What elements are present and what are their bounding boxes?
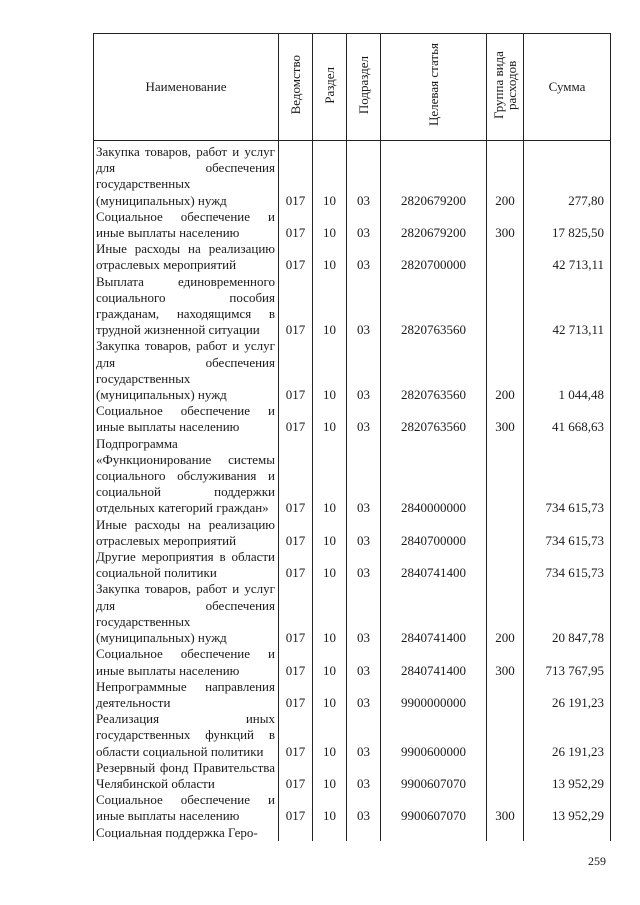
header-razdel	[313, 34, 347, 141]
row-vid-rashodov-cell	[487, 517, 524, 549]
row-vedomstvo-cell: 017	[279, 241, 313, 273]
row-vedomstvo-cell: 017	[279, 436, 313, 517]
row-razdel-cell: 10	[313, 403, 347, 435]
row-podrazdel-cell: 03	[347, 581, 381, 646]
table-row	[94, 403, 611, 435]
row-vedomstvo-cell: 017	[279, 549, 313, 581]
table-row	[94, 581, 611, 646]
row-podrazdel-cell: 03	[347, 274, 381, 339]
row-celevaya-statya-cell: 2820763560	[381, 338, 487, 403]
table-row	[94, 825, 611, 841]
row-podrazdel-cell: 03	[347, 792, 381, 824]
row-razdel-cell	[313, 825, 347, 841]
row-name-cell: Социальное обеспечение и иные выплаты населению	[94, 646, 279, 678]
row-name-cell: Закупка товаров, работ и услуг для обеспечения государственных (муниципальных) нужд	[94, 338, 279, 403]
row-name-cell: Подпрограмма «Функционирование системы социального обслуживания и социальной поддержки отдельных категорий граждан»	[94, 436, 279, 517]
row-vid-rashodov-cell: 300	[487, 792, 524, 824]
row-celevaya-statya-cell: 2840000000	[381, 436, 487, 517]
row-celevaya-statya-cell: 2820679200	[381, 209, 487, 241]
row-summa-cell: 277,80	[524, 141, 611, 209]
row-razdel-cell: 10	[313, 338, 347, 403]
row-razdel-cell: 10	[313, 792, 347, 824]
row-vid-rashodov-cell: 300	[487, 646, 524, 678]
table-row	[94, 711, 611, 760]
row-podrazdel-cell: 03	[347, 760, 381, 792]
header-summa-label: Сумма	[548, 79, 586, 94]
row-vedomstvo-cell: 017	[279, 711, 313, 760]
header-celevaya-statya	[381, 34, 487, 141]
row-summa-cell: 42 713,11	[524, 274, 611, 339]
row-vid-rashodov-cell: 300	[487, 209, 524, 241]
row-podrazdel-cell: 03	[347, 338, 381, 403]
header-name-label: Наименование	[145, 79, 227, 94]
row-podrazdel-cell: 03	[347, 403, 381, 435]
row-summa-cell: 734 615,73	[524, 436, 611, 517]
row-podrazdel-cell: 03	[347, 517, 381, 549]
row-vedomstvo-cell: 017	[279, 581, 313, 646]
row-razdel-cell: 10	[313, 241, 347, 273]
row-summa-cell: 734 615,73	[524, 517, 611, 549]
row-vedomstvo-cell: 017	[279, 141, 313, 209]
header-gruppa-vida-rashodov	[487, 34, 524, 141]
row-celevaya-statya-cell: 2840741400	[381, 646, 487, 678]
row-vedomstvo-cell: 017	[279, 338, 313, 403]
row-name-cell: Иные расходы на реализацию отраслевых мероприятий	[94, 241, 279, 273]
table-row	[94, 517, 611, 549]
row-vid-rashodov-cell: 200	[487, 581, 524, 646]
row-podrazdel-cell: 03	[347, 209, 381, 241]
table-row	[94, 760, 611, 792]
row-razdel-cell: 10	[313, 549, 347, 581]
table-header-row	[94, 34, 611, 141]
row-celevaya-statya-cell: 2840741400	[381, 549, 487, 581]
row-summa-cell: 1 044,48	[524, 338, 611, 403]
row-summa-cell: 20 847,78	[524, 581, 611, 646]
row-podrazdel-cell: 03	[347, 549, 381, 581]
row-razdel-cell: 10	[313, 141, 347, 209]
row-razdel-cell: 10	[313, 760, 347, 792]
row-vedomstvo-cell: 017	[279, 760, 313, 792]
row-razdel-cell: 10	[313, 274, 347, 339]
row-vid-rashodov-cell: 300	[487, 403, 524, 435]
row-razdel-cell: 10	[313, 646, 347, 678]
row-razdel-cell: 10	[313, 679, 347, 711]
row-podrazdel-cell: 03	[347, 241, 381, 273]
row-name-cell: Социальное обеспечение и иные выплаты населению	[94, 792, 279, 824]
table-row	[94, 646, 611, 678]
row-vid-rashodov-cell	[487, 760, 524, 792]
row-razdel-cell: 10	[313, 581, 347, 646]
row-podrazdel-cell: 03	[347, 711, 381, 760]
row-celevaya-statya-cell: 2820700000	[381, 241, 487, 273]
row-vedomstvo-cell: 017	[279, 792, 313, 824]
row-summa-cell	[524, 825, 611, 841]
row-razdel-cell: 10	[313, 517, 347, 549]
row-summa-cell: 713 767,95	[524, 646, 611, 678]
row-celevaya-statya-cell: 2840741400	[381, 581, 487, 646]
row-summa-cell: 41 668,63	[524, 403, 611, 435]
header-summa	[524, 34, 611, 141]
row-summa-cell: 13 952,29	[524, 760, 611, 792]
row-razdel-cell: 10	[313, 209, 347, 241]
header-vedomstvo	[279, 34, 313, 141]
row-summa-cell: 13 952,29	[524, 792, 611, 824]
row-vedomstvo-cell: 017	[279, 679, 313, 711]
row-vid-rashodov-cell	[487, 274, 524, 339]
row-summa-cell: 26 191,23	[524, 711, 611, 760]
header-podrazdel	[347, 34, 381, 141]
table-row	[94, 436, 611, 517]
row-summa-cell: 26 191,23	[524, 679, 611, 711]
table-row	[94, 274, 611, 339]
header-razdel-label: Раздел	[322, 66, 337, 104]
row-vid-rashodov-cell: 200	[487, 141, 524, 209]
row-vid-rashodov-cell	[487, 711, 524, 760]
header-celevaya-statya-label: Целевая статья	[426, 43, 441, 127]
header-name	[94, 34, 279, 141]
row-name-cell: Другие мероприятия в области социальной политики	[94, 549, 279, 581]
budget-table-page	[93, 33, 611, 883]
row-vedomstvo-cell: 017	[279, 517, 313, 549]
row-name-cell: Закупка товаров, работ и услуг для обеспечения государственных (муниципальных) нужд	[94, 141, 279, 209]
header-vedomstvo-label: Ведомство	[288, 55, 303, 115]
table-row	[94, 792, 611, 824]
table-body	[94, 141, 611, 841]
row-celevaya-statya-cell: 2840700000	[381, 517, 487, 549]
row-podrazdel-cell: 03	[347, 679, 381, 711]
row-name-cell: Социальная поддержка Геро-	[94, 825, 279, 841]
header-gruppa-vida-rashodov-label: Группа вида расходов	[491, 51, 519, 119]
table-row	[94, 338, 611, 403]
row-vid-rashodov-cell	[487, 436, 524, 517]
row-celevaya-statya-cell: 9900000000	[381, 679, 487, 711]
row-summa-cell: 734 615,73	[524, 549, 611, 581]
table-row	[94, 679, 611, 711]
row-celevaya-statya-cell: 9900607070	[381, 792, 487, 824]
row-podrazdel-cell: 03	[347, 646, 381, 678]
table-row	[94, 241, 611, 273]
table-row	[94, 549, 611, 581]
row-name-cell: Социальное обеспечение и иные выплаты населению	[94, 403, 279, 435]
row-vedomstvo-cell	[279, 825, 313, 841]
row-name-cell: Резервный фонд Правительства Челябинской области	[94, 760, 279, 792]
row-razdel-cell: 10	[313, 711, 347, 760]
row-vid-rashodov-cell	[487, 549, 524, 581]
table-row	[94, 209, 611, 241]
row-podrazdel-cell: 03	[347, 141, 381, 209]
row-vid-rashodov-cell	[487, 679, 524, 711]
row-name-cell: Выплата единовременного социального пособия гражданам, находящимся в трудной жизненной ситуации	[94, 274, 279, 339]
budget-table	[93, 33, 611, 841]
row-summa-cell: 42 713,11	[524, 241, 611, 273]
row-vedomstvo-cell: 017	[279, 209, 313, 241]
row-name-cell: Социальное обеспечение и иные выплаты населению	[94, 209, 279, 241]
row-razdel-cell: 10	[313, 436, 347, 517]
row-celevaya-statya-cell: 9900600000	[381, 711, 487, 760]
row-celevaya-statya-cell: 2820763560	[381, 403, 487, 435]
row-vedomstvo-cell: 017	[279, 403, 313, 435]
row-podrazdel-cell	[347, 825, 381, 841]
table-row	[94, 141, 611, 209]
row-vid-rashodov-cell	[487, 825, 524, 841]
row-vid-rashodov-cell: 200	[487, 338, 524, 403]
row-vid-rashodov-cell	[487, 241, 524, 273]
row-celevaya-statya-cell: 2820763560	[381, 274, 487, 339]
page-number: 259	[588, 854, 606, 868]
row-vedomstvo-cell: 017	[279, 646, 313, 678]
row-summa-cell: 17 825,50	[524, 209, 611, 241]
row-name-cell: Закупка товаров, работ и услуг для обеспечения государственных (муниципальных) нужд	[94, 581, 279, 646]
row-celevaya-statya-cell: 2820679200	[381, 141, 487, 209]
row-name-cell: Реализация иных государственных функций в области социальной политики	[94, 711, 279, 760]
row-name-cell: Непрограммные направления деятельности	[94, 679, 279, 711]
row-celevaya-statya-cell: 9900607070	[381, 760, 487, 792]
row-name-cell: Иные расходы на реализацию отраслевых мероприятий	[94, 517, 279, 549]
row-celevaya-statya-cell	[381, 825, 487, 841]
row-podrazdel-cell: 03	[347, 436, 381, 517]
header-podrazdel-label: Подраздел	[356, 55, 371, 115]
row-vedomstvo-cell: 017	[279, 274, 313, 339]
